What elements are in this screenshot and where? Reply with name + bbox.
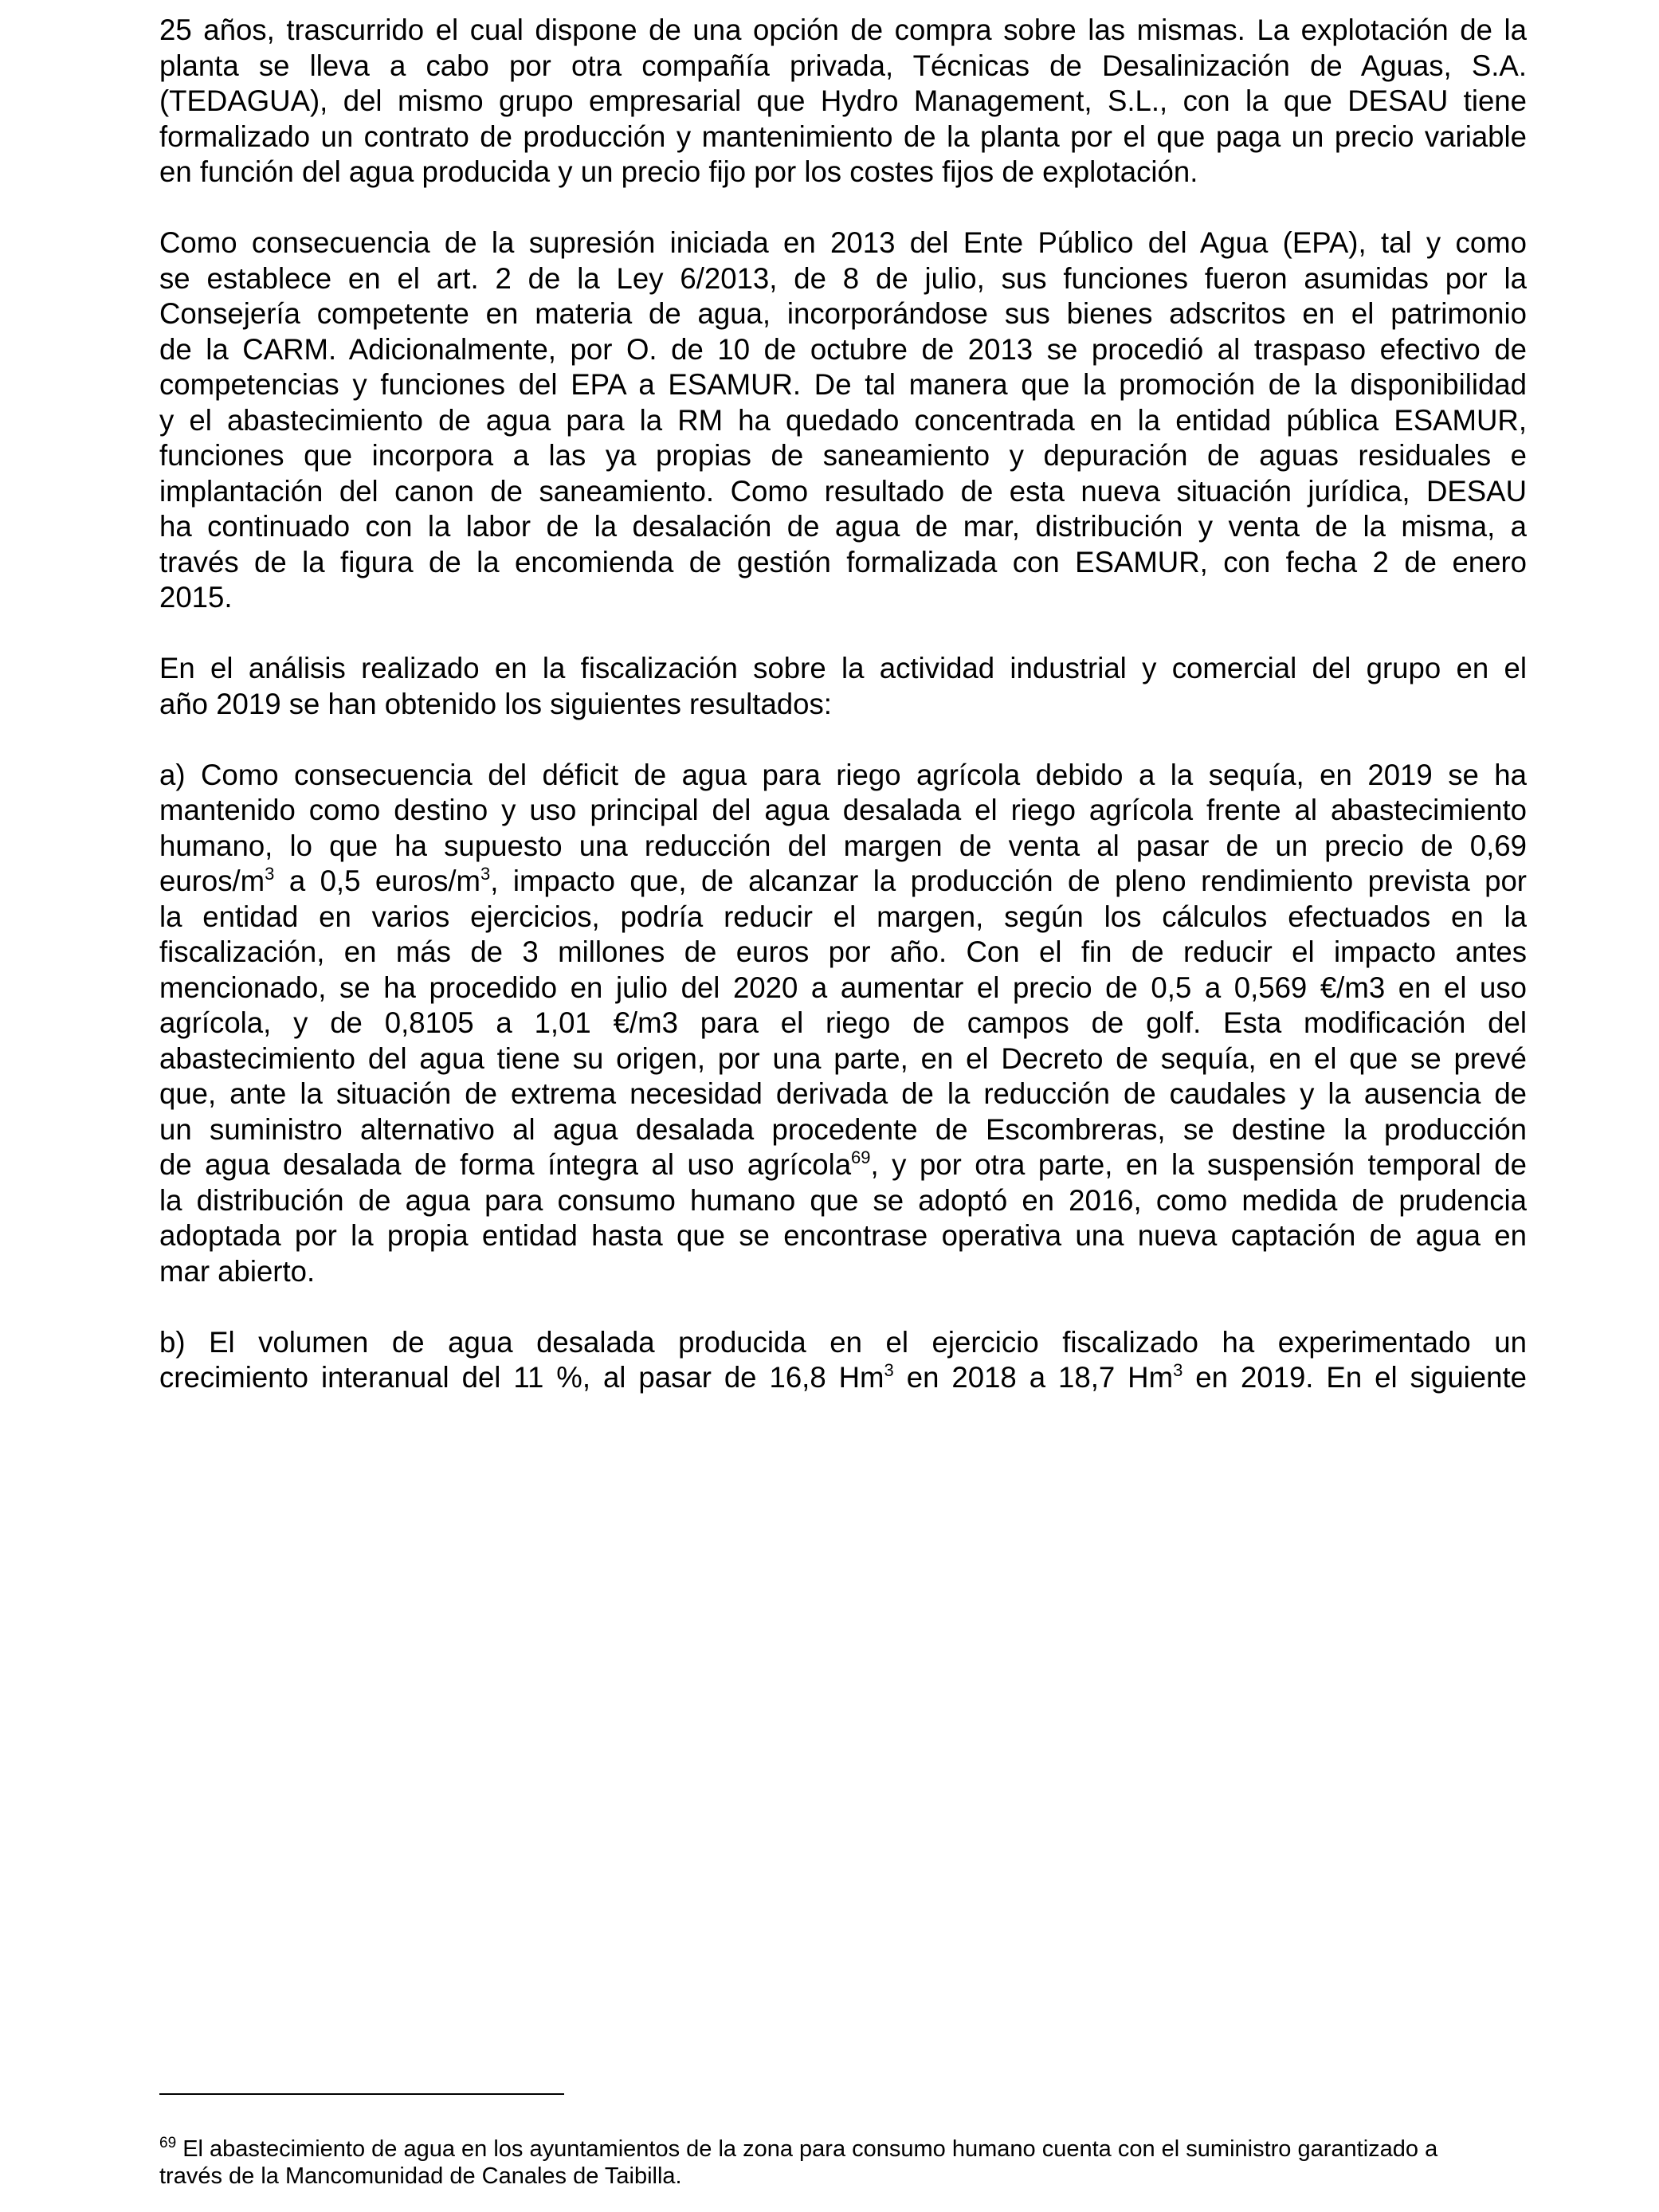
- text-line: competencias y funciones del EPA a ESAMUR. De tal manera que la promoción de la disponibilidad: [159, 368, 1527, 401]
- text-line: agrícola, y de 0,8105 a 1,01 €/m3 para el riego de campos de golf. Esta modificación del: [159, 1006, 1527, 1039]
- footnote-text: El abastecimiento de agua en los ayuntamientos de la zona para consumo humano cuenta con el suministro garantizado a: [182, 2136, 1438, 2162]
- text-line: la distribución de agua para consumo humano que se adoptó en 2016, como medida de prudencia: [159, 1183, 1527, 1217]
- text-line: mencionado, se ha procedido en julio del 2020 a aumentar el precio de 0,5 a 0,569 €/m3 en el uso: [159, 971, 1527, 1004]
- footnote-69: [159, 2136, 1527, 2190]
- text-line: en función del agua producida y un precio fijo por los costes fijos de explotación.: [159, 155, 1198, 188]
- text-line: a) Como consecuencia del déficit de agua para riego agrícola debido a la sequía, en 2019 se ha: [159, 758, 1527, 791]
- paragraph-finding-a: [159, 758, 1527, 1290]
- text-line: ha continuado con la labor de la desalación de agua de mar, distribución y venta de la misma, a: [159, 510, 1527, 543]
- text-line: funciones que incorpora a las ya propias de saneamiento y depuración de aguas residuales e: [159, 439, 1527, 472]
- text-line: crecimiento interanual del 11 %, al pasar de 16,8 Hm$^3$ en 2018 a 18,7 Hm$^3$ en 2019. En el siguiente: [159, 1360, 1527, 1394]
- paragraph-finding-b: [159, 1325, 1527, 1396]
- text-line: En el análisis realizado en la fiscalización sobre la actividad industrial y comercial del grupo en el: [159, 652, 1527, 684]
- text-line: adoptada por la propia entidad hasta que se encontrase operativa una nueva captación de agua en: [159, 1219, 1527, 1252]
- paragraph-desau-plant: [159, 13, 1527, 190]
- document-body: [159, 13, 1527, 1396]
- text-line: mantenido como destino y uso principal del agua desalada el riego agrícola frente al abastecimiento: [159, 794, 1527, 826]
- text-line: (TEDAGUA), del mismo grupo empresarial que Hydro Management, S.L., con la que DESAU tiene: [159, 84, 1527, 117]
- text-line: un suministro alternativo al agua desalada procedente de Escombreras, se destine la producción: [159, 1112, 1527, 1146]
- text-line: b) El volumen de agua desalada producida en el ejercicio fiscalizado ha experimentado un: [159, 1325, 1527, 1359]
- text-line: 2015.: [159, 581, 233, 614]
- footnote-marker: 69: [159, 2135, 177, 2151]
- text-line: de agua desalada de forma íntegra al uso agrícola$^{69}$, y por otra parte, en la suspensión temporal de: [159, 1147, 1527, 1181]
- text-line: mar abierto.: [159, 1254, 316, 1288]
- paragraph-analysis-intro: [159, 651, 1527, 722]
- footnote-separator: [159, 2093, 564, 2095]
- text-line: euros/$m^3$ a 0,5 euros/$m^3$, impacto que, de alcanzar la producción de pleno rendimiento prevista por: [159, 864, 1527, 897]
- text-line: Como consecuencia de la supresión iniciada en 2013 del Ente Público del Agua (EPA), tal y como: [159, 226, 1527, 259]
- text-line: y el abastecimiento de agua para la RM ha quedado concentrada en la entidad pública ESAMUR,: [159, 403, 1527, 437]
- text-line: año 2019 se han obtenido los siguientes resultados:: [159, 687, 832, 720]
- footnote-line: través de la Mancomunidad de Canales de Taibilla.: [159, 2163, 682, 2189]
- text-line: 25 años, trascurrido el cual dispone de una opción de compra sobre las mismas. La explotación de la: [159, 14, 1527, 46]
- paragraph-epa-suppression: [159, 226, 1527, 616]
- text-line: planta se lleva a cabo por otra compañía privada, Técnicas de Desalinización de Aguas, S.A.: [159, 49, 1527, 82]
- text-line: de la CARM. Adicionalmente, por O. de 10 de octubre de 2013 se procedió al traspaso efectivo de: [159, 332, 1527, 366]
- text-line: abastecimiento del agua tiene su origen, por una parte, en el Decreto de sequía, en el que se prevé: [159, 1041, 1527, 1075]
- text-line: se establece en el art. 2 de la Ley 6/2013, de 8 de julio, sus funciones fueron asumidas por la: [159, 261, 1527, 295]
- text-line: través de la figura de la encomienda de gestión formalizada con ESAMUR, con fecha 2 de enero: [159, 545, 1527, 578]
- footnote-line: [159, 2136, 1437, 2162]
- text-line: fiscalización, en más de 3 millones de euros por año. Con el fin de reducir el impacto antes: [159, 935, 1527, 968]
- text-line: humano, lo que ha supuesto una reducción del margen de venta al pasar de un precio de 0,69: [159, 829, 1527, 862]
- text-line: que, ante la situación de extrema necesidad derivada de la reducción de caudales y la ausencia de: [159, 1077, 1527, 1110]
- text-line: implantación del canon de saneamiento. Como resultado de esta nueva situación jurídica, DESAU: [159, 474, 1527, 508]
- text-line: la entidad en varios ejercicios, podría reducir el margen, según los cálculos efectuados en la: [159, 900, 1527, 933]
- text-line: Consejería competente en materia de agua, incorporándose sus bienes adscritos en el patrimonio: [159, 297, 1527, 330]
- text-line: formalizado un contrato de producción y mantenimiento de la planta por el que paga un precio variable: [159, 120, 1527, 153]
